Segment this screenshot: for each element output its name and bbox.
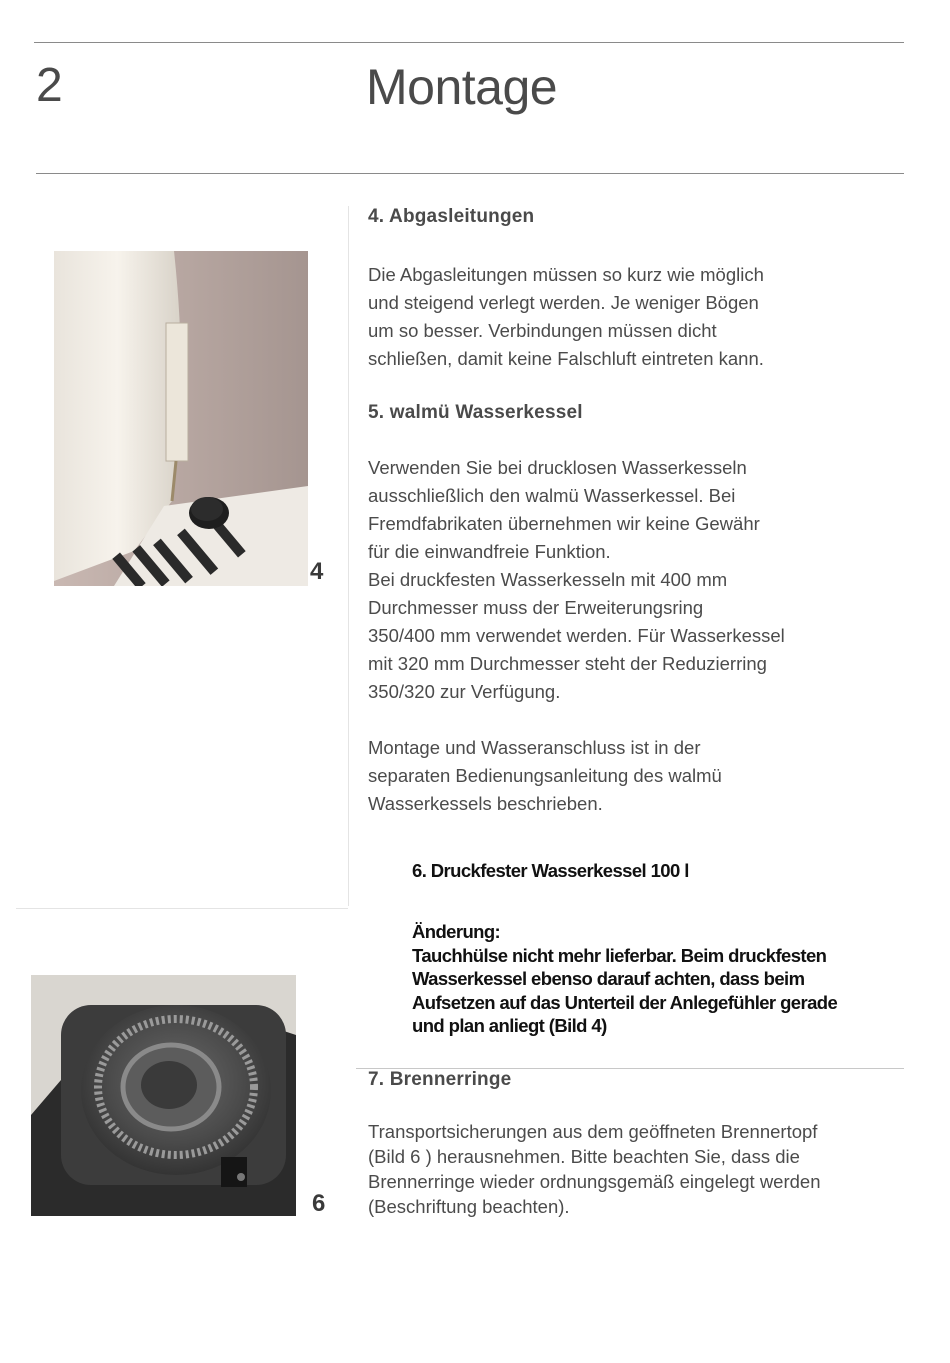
text-line: und steigend verlegt werden. Je weniger Bögen: [368, 292, 759, 313]
text-line: schließen, damit keine Falschluft eintreten kann.: [368, 348, 764, 369]
text-line: Montage und Wasseranschluss ist in der: [368, 737, 701, 758]
text-line: und plan anliegt (Bild 4): [412, 1015, 607, 1036]
text-line: Die Abgasleitungen müssen so kurz wie möglich: [368, 264, 764, 285]
boiler-sensor-photo-icon: [54, 251, 308, 586]
section-abgasleitungen: [368, 206, 888, 373]
text-line: Aufsetzen auf das Unterteil der Anlegefühler gerade: [412, 991, 838, 1013]
text-line: Durchmesser muss der Erweiterungsring: [368, 597, 704, 618]
left-column-rule: [16, 908, 348, 909]
text-line: Wasserkessels beschrieben.: [368, 793, 603, 814]
text-line: (Beschriftung beachten).: [368, 1196, 570, 1217]
text-line: mit 320 mm Durchmesser steht der Reduzierring: [368, 653, 767, 674]
text-line: Transportsicherungen aus dem geöffneten Brennertopf: [368, 1121, 818, 1142]
text-line: 350/320 zur Verfügung.: [368, 681, 561, 702]
text-line: um so besser. Verbindungen müssen dicht: [368, 320, 717, 341]
burner-pot-photo-icon: [31, 975, 296, 1216]
text-line: (Bild 6 ) herausnehmen. Bitte beachten Sie, dass die: [368, 1146, 800, 1167]
section-heading: 4. Abgasleitungen: [368, 206, 535, 227]
text-line: für die einwandfreie Funktion.: [368, 541, 611, 562]
text-line: Verwenden Sie bei drucklosen Wasserkesseln: [368, 457, 747, 478]
figure-number: 4: [310, 558, 324, 585]
column-divider: [348, 206, 349, 906]
text-line: Bei druckfesten Wasserkesseln mit 400 mm: [368, 569, 728, 590]
figure-number: 6: [312, 1190, 326, 1217]
section-brennerringe: [368, 1069, 888, 1219]
section-text: [368, 734, 888, 818]
section-heading: 6. Druckfester Wasserkessel 100 l: [412, 860, 689, 881]
change-text: [412, 944, 902, 1038]
change-label: Änderung:: [412, 921, 501, 942]
text-line: Tauchhülse nicht mehr lieferbar. Beim druckfesten: [412, 944, 827, 966]
section-text: [368, 261, 888, 373]
section-heading: 5. walmü Wasserkessel: [368, 402, 583, 423]
top-rule: [34, 42, 904, 43]
text-line: 350/400 mm verwendet werden. Für Wasserkessel: [368, 625, 785, 646]
section-druckfester-wasserkessel: [412, 860, 902, 1038]
page-title: Montage: [366, 59, 558, 115]
text-line: separaten Bedienungsanleitung des walmü: [368, 765, 722, 786]
text-line: Wasserkessel ebenso darauf achten, dass beim: [412, 968, 805, 989]
text-line: Brennerringe wieder ordnungsgemäß eingelegt werden: [368, 1171, 821, 1192]
figure-6-photo: [31, 975, 296, 1216]
section-heading: 7. Brennerringe: [368, 1069, 512, 1090]
section-text: [368, 1119, 888, 1219]
header-bottom-rule: [36, 173, 904, 174]
section-text: [368, 454, 888, 706]
text-line: ausschließlich den walmü Wasserkessel. Bei: [368, 485, 736, 506]
text-line: Fremdfabrikaten übernehmen wir keine Gewähr: [368, 513, 760, 534]
figure-4-photo: [54, 251, 308, 586]
section-wasserkessel: [368, 402, 888, 818]
chapter-number: 2: [36, 59, 63, 112]
